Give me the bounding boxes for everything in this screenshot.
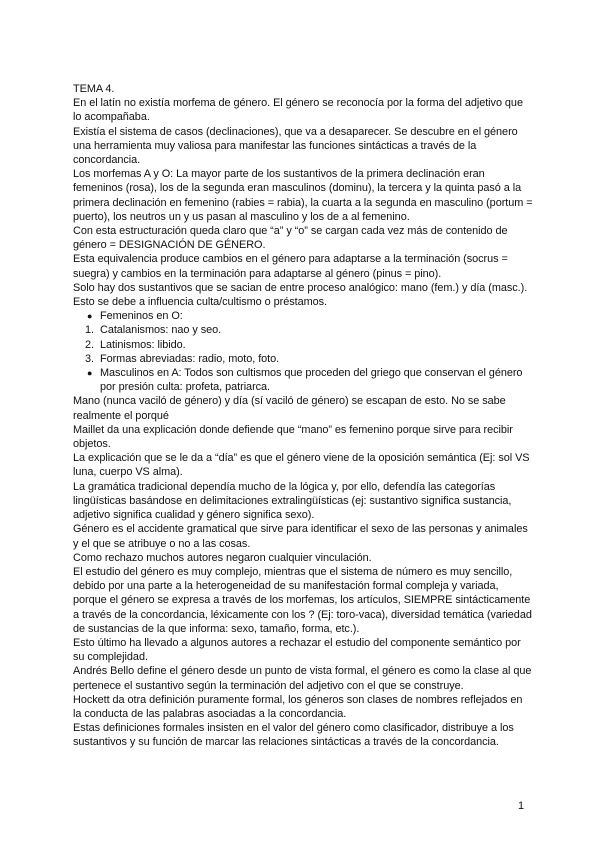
paragraph: La explicación que se le da a “día” es que el género viene de la oposición semántica (Ej: sol VS luna, cuerpo VS alma). [73,452,530,479]
paragraph: Esto último ha llevado a algunos autores a rechazar el estudio del componente semántico por su complejidad. [73,636,521,664]
bullet-marker: ● [87,368,93,379]
list-item [73,309,533,323]
page-number: 1 [517,800,524,812]
list-item-text: Latinismos: libido. [100,338,186,351]
number-marker: 1. [85,324,94,337]
paragraph: Como rechazo muchos autores negaron cualquier vinculación. [73,551,372,564]
paragraph: Existía el sistema de casos (declinaciones), que va a desaparecer. Se descubre en el género una herramienta muy valiosa para manifestar las funciones sintácticas a través de la concordancia. [73,125,518,167]
document-title: TEMA 4. [73,83,115,95]
document-body [73,82,533,750]
list-item-text: Femeninos en O: [100,310,183,323]
paragraph: Hockett da otra definición puramente formal, los géneros son clases de nombres reflejados en la conducta de las palabras asociadas a la concordancia. [73,693,523,720]
list-item-text: Catalanismos: nao y seo. [100,324,222,337]
number-marker: 2. [85,338,94,351]
paragraph: Estas definiciones formales insisten en el valor del género como clasificador, distribuye a los sustantivos y su función de marcar las relaciones sintácticas a través de la concordancia. [73,722,514,749]
list-item [73,323,533,337]
paragraph: Solo hay dos sustantivos que se sacian de entre proceso analógico: mano (fem.) y día (masc.). Esto se debe a influencia culta/cultismo o préstamos. [73,281,528,309]
list-item [73,366,533,394]
list-item [73,338,533,352]
list-item-text: Masculinos en A: Todos son cultismos que proceden del griego que conservan el género por presión culta: profeta, patriarca. [100,367,523,394]
paragraph: El estudio del género es muy complejo, mientras que el sistema de número es muy sencillo, debido por una parte a la heterogeneidad de su manifestación formal compleja y variada, porque el género se expresa a través de los morfemas, los artículos, SIEMPRE sintácticamente a través de la concordancia, léxicamente con los ? (Ej: toro-vaca), diversidad temática (variedad de sustancias de la que informa: sexo, tamaño, forma, etc.). [73,565,532,635]
list-item [73,352,533,366]
paragraph: La gramática tradicional dependía mucho de la lógica y, por ello, defendía las categorías lingüísticas basándose en delimitaciones extralingüísticas (ej: sustantivo significa sustancia, adjetivo significa cualidad y género significa sexo). [73,480,512,522]
paragraph: Género es el accidente gramatical que sirve para identificar el sexo de las personas y animales y el que se atribuye o no a las cosas. [73,523,528,550]
bullet-marker: ● [87,311,93,322]
paragraph: Mano (nunca vaciló de género) y día (sí vaciló de género) se escapan de esto. No se sabe realmente el porqué [73,395,506,422]
paragraph: Los morfemas A y O: La mayor parte de los sustantivos de la primera declinación eran femeninos (rosa), los de la segunda eran masculinos (dominu), la tercera y la quinta pasó a la primera declinación en femenino (rabies = rabia), la cuarta a la segunda en masculino (portum = puerto), los neutros un y us pasan al masculino y los de a al femenino. [73,168,533,223]
paragraph: Esta equivalencia produce cambios en el género para adaptarse a la terminación (socrus = suegra) y cambios en la terminación para adaptarse al género (pinus = pino). [73,253,508,280]
exceptions-list [73,309,533,394]
paragraph: Con esta estructuración queda claro que “a” y “o” se cargan cada vez más de contenido de género = DESIGNACIÓN DE GÉNERO. [73,225,508,252]
paragraph: Andrés Bello define el género desde un punto de vista formal, el género es como la clase al que pertenece el sustantivo según la terminación del adjetivo con el que se construye. [73,665,532,692]
number-marker: 3. [85,352,94,365]
paragraph: Maillet da una explicación donde defiende que “mano” es femenino porque sirve para recibir objetos. [73,423,513,451]
list-item-text: Formas abreviadas: radio, moto, foto. [100,352,280,365]
paragraph: En el latín no existía morfema de género. El género se reconocía por la forma del adjetivo que lo acompañaba. [73,97,523,124]
